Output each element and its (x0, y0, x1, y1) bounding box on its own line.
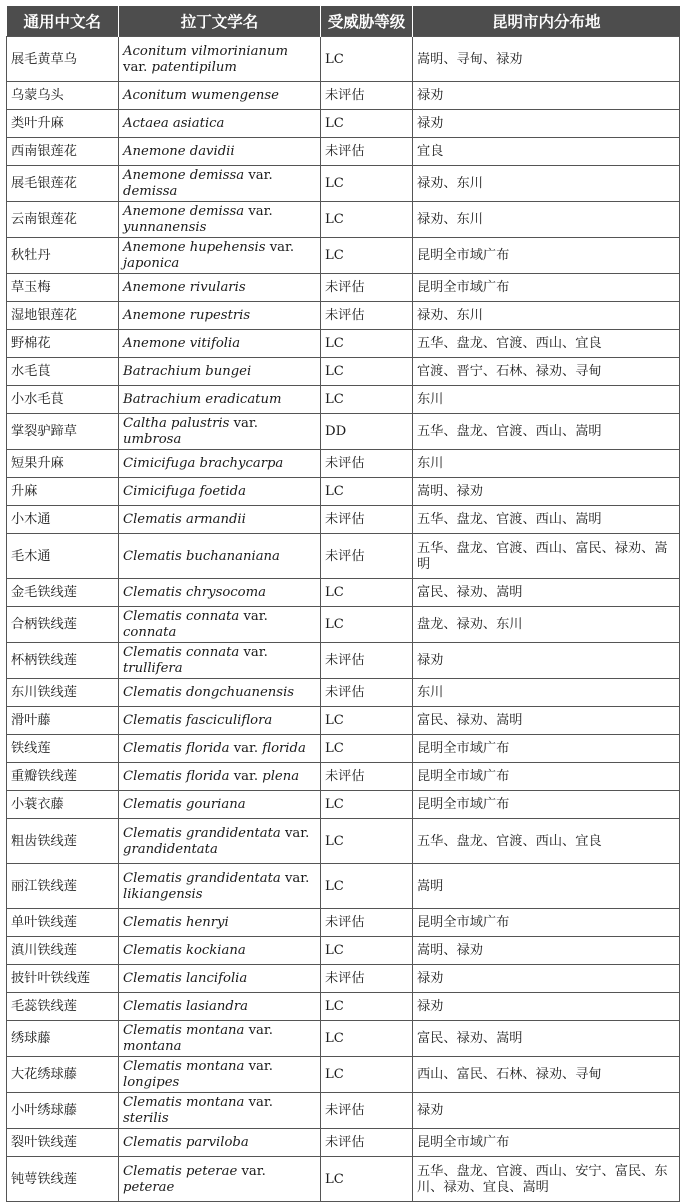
common-name-cell: 小蓑衣藤 (7, 791, 119, 819)
threat-level-cell: LC (321, 110, 413, 138)
rank-abbrev: var. (248, 168, 273, 183)
latin-name-cell (119, 330, 321, 358)
latin-name-part: peterae (123, 1179, 175, 1195)
table-row (7, 166, 680, 202)
distribution-cell: 禄劝、东川 (413, 302, 680, 330)
table-row (7, 302, 680, 330)
latin-name-part: Cimicifuga foetida (123, 484, 246, 499)
threat-level-cell: LC (321, 993, 413, 1021)
latin-name-part: Clematis connata (123, 609, 244, 624)
latin-name-part: umbrosa (123, 432, 182, 447)
rank-abbrev: var. (243, 609, 268, 624)
distribution-cell: 东川 (413, 679, 680, 707)
latin-name-part: Clematis buchananiana (123, 548, 280, 564)
latin-name-part: connata (123, 625, 177, 640)
latin-name-part: Clematis peterae (123, 1163, 242, 1179)
rank-abbrev: var. (248, 1059, 273, 1074)
threat-level-cell: LC (321, 707, 413, 735)
common-name-cell: 披针叶铁线莲 (7, 965, 119, 993)
distribution-cell: 富民、禄劝、嵩明 (413, 707, 680, 735)
table-row (7, 579, 680, 607)
threat-level-cell: 未评估 (321, 274, 413, 302)
common-name-cell: 类叶升麻 (7, 110, 119, 138)
table-row (7, 679, 680, 707)
latin-name-part: likiangensis (123, 886, 203, 902)
latin-name-part: trullifera (123, 661, 183, 676)
rank-abbrev: var. (243, 645, 268, 660)
distribution-cell: 五华、盘龙、官渡、西山、宜良 (413, 819, 680, 864)
latin-name-part: plena (258, 769, 300, 784)
latin-name-cell (119, 37, 321, 82)
latin-name-cell (119, 1021, 321, 1057)
distribution-cell: 禄劝 (413, 965, 680, 993)
threat-level-cell: 未评估 (321, 450, 413, 478)
latin-name-cell (119, 138, 321, 166)
table-row (7, 607, 680, 643)
latin-name-cell (119, 274, 321, 302)
latin-name-cell (119, 478, 321, 506)
latin-name-part: Clematis armandii (123, 512, 246, 527)
distribution-cell: 昆明全市域广布 (413, 274, 680, 302)
latin-name-cell (119, 1129, 321, 1157)
latin-name-part: Clematis montana (123, 1023, 249, 1038)
distribution-cell: 五华、盘龙、官渡、西山、安宁、富民、东川、禄劝、宜良、嵩明 (413, 1157, 680, 1202)
common-name-cell: 毛蕊铁线莲 (7, 993, 119, 1021)
rank-abbrev: var. (233, 416, 258, 431)
threat-level-cell: LC (321, 358, 413, 386)
common-name-cell: 野棉花 (7, 330, 119, 358)
threat-level-cell: LC (321, 238, 413, 274)
table-row (7, 110, 680, 138)
latin-name-cell (119, 534, 321, 579)
threat-level-cell: LC (321, 607, 413, 643)
table-row (7, 386, 680, 414)
common-name-cell: 单叶铁线莲 (7, 909, 119, 937)
latin-name-part: Clematis montana (123, 1059, 249, 1074)
latin-name-part: Clematis parviloba (123, 1135, 249, 1150)
distribution-cell: 宜良 (413, 138, 680, 166)
table-row (7, 937, 680, 965)
distribution-cell: 禄劝 (413, 643, 680, 679)
latin-name-part: japonica (123, 256, 180, 271)
common-name-cell: 小水毛茛 (7, 386, 119, 414)
latin-name-cell (119, 579, 321, 607)
table-row (7, 330, 680, 358)
latin-name-cell (119, 302, 321, 330)
distribution-cell: 禄劝、东川 (413, 202, 680, 238)
rank-abbrev: var. (284, 870, 310, 886)
latin-name-part: Clematis chrysocoma (123, 585, 266, 600)
latin-name-part: Clematis dongchuanensis (123, 685, 295, 700)
common-name-cell: 滇川铁线莲 (7, 937, 119, 965)
common-name-cell: 小木通 (7, 506, 119, 534)
latin-name-part: Clematis lancifolia (123, 971, 248, 986)
latin-name-cell (119, 909, 321, 937)
table-row (7, 864, 680, 909)
common-name-cell: 湿地银莲花 (7, 302, 119, 330)
common-name-cell: 钝萼铁线莲 (7, 1157, 119, 1202)
table-row (7, 1093, 680, 1129)
threat-level-cell: 未评估 (321, 643, 413, 679)
header-distribution: 昆明市内分布地 (413, 6, 680, 37)
threat-level-cell: LC (321, 330, 413, 358)
latin-name-part: Clematis connata (123, 645, 244, 660)
latin-name-part: Clematis florida (123, 741, 234, 756)
rank-abbrev: var. (284, 825, 310, 841)
common-name-cell: 重瓣铁线莲 (7, 763, 119, 791)
distribution-cell: 西山、富民、石林、禄劝、寻甸 (413, 1057, 680, 1093)
header-latin-name: 拉丁文学名 (119, 6, 321, 37)
common-name-cell: 乌蒙乌头 (7, 82, 119, 110)
distribution-cell: 昆明全市域广布 (413, 763, 680, 791)
latin-name-part: Clematis fasciculiflora (123, 713, 273, 728)
distribution-cell: 禄劝 (413, 110, 680, 138)
latin-name-cell (119, 1157, 321, 1202)
latin-name-cell (119, 679, 321, 707)
latin-name-part: montana (123, 1039, 182, 1054)
latin-name-part: florida (258, 741, 306, 756)
latin-name-cell (119, 965, 321, 993)
latin-name-part: Batrachium eradicatum (123, 392, 282, 407)
common-name-cell: 水毛茛 (7, 358, 119, 386)
table-body (7, 37, 680, 1202)
latin-name-cell (119, 414, 321, 450)
distribution-cell: 禄劝、东川 (413, 166, 680, 202)
threat-level-cell: LC (321, 819, 413, 864)
common-name-cell: 秋牡丹 (7, 238, 119, 274)
distribution-cell: 昆明全市域广布 (413, 909, 680, 937)
table-row (7, 791, 680, 819)
latin-name-part: Clematis kockiana (123, 943, 246, 958)
latin-name-cell (119, 791, 321, 819)
rank-abbrev: var. (269, 240, 295, 255)
threat-level-cell: DD (321, 414, 413, 450)
distribution-cell: 盘龙、禄劝、东川 (413, 607, 680, 643)
threat-level-cell: 未评估 (321, 82, 413, 110)
table-row (7, 506, 680, 534)
common-name-cell: 粗齿铁线莲 (7, 819, 119, 864)
latin-name-cell (119, 238, 321, 274)
latin-name-part: Clematis lasiandra (123, 999, 248, 1014)
latin-name-part: Cimicifuga brachycarpa (123, 456, 284, 471)
table-row (7, 1157, 680, 1202)
latin-name-part: Caltha palustris (123, 416, 234, 431)
table-row (7, 478, 680, 506)
threat-level-cell: LC (321, 1057, 413, 1093)
latin-name-cell (119, 864, 321, 909)
latin-name-part: Clematis grandidentata (123, 870, 285, 886)
distribution-cell: 昆明全市域广布 (413, 1129, 680, 1157)
distribution-cell: 禄劝 (413, 82, 680, 110)
latin-name-cell (119, 763, 321, 791)
header-threat-level: 受威胁等级 (321, 6, 413, 37)
common-name-cell: 掌裂驴蹄草 (7, 414, 119, 450)
latin-name-part: Anemone davidii (123, 144, 235, 159)
common-name-cell: 丽江铁线莲 (7, 864, 119, 909)
latin-name-part: Anemone rivularis (123, 280, 246, 295)
threat-level-cell: 未评估 (321, 763, 413, 791)
distribution-cell: 官渡、晋宁、石林、禄劝、寻甸 (413, 358, 680, 386)
threat-level-cell: 未评估 (321, 302, 413, 330)
table-row (7, 414, 680, 450)
table-row (7, 1057, 680, 1093)
common-name-cell: 绣球藤 (7, 1021, 119, 1057)
table-row (7, 643, 680, 679)
distribution-cell: 嵩明、禄劝 (413, 478, 680, 506)
latin-name-part: grandidentata (123, 841, 218, 857)
common-name-cell: 铁线莲 (7, 735, 119, 763)
threat-level-cell: 未评估 (321, 506, 413, 534)
latin-name-part: Anemone hupehensis (123, 240, 270, 255)
latin-name-part: Actaea asiatica (123, 116, 225, 131)
common-name-cell: 云南银莲花 (7, 202, 119, 238)
rank-abbrev: var. (233, 741, 259, 756)
common-name-cell: 小叶绣球藤 (7, 1093, 119, 1129)
latin-name-cell (119, 386, 321, 414)
threat-level-cell: 未评估 (321, 965, 413, 993)
distribution-cell: 五华、盘龙、官渡、西山、嵩明 (413, 506, 680, 534)
common-name-cell: 大花绣球藤 (7, 1057, 119, 1093)
table-row (7, 202, 680, 238)
latin-name-cell (119, 1057, 321, 1093)
latin-name-cell (119, 110, 321, 138)
distribution-cell: 东川 (413, 450, 680, 478)
latin-name-cell (119, 450, 321, 478)
distribution-cell: 禄劝 (413, 993, 680, 1021)
latin-name-cell (119, 506, 321, 534)
latin-name-part: Batrachium bungei (123, 364, 252, 379)
distribution-cell: 东川 (413, 386, 680, 414)
common-name-cell: 西南银莲花 (7, 138, 119, 166)
latin-name-part: Clematis henryi (123, 915, 229, 930)
threat-level-cell: 未评估 (321, 679, 413, 707)
table-row (7, 358, 680, 386)
latin-name-cell (119, 1093, 321, 1129)
latin-name-part: Clematis montana (123, 1095, 249, 1110)
table-row (7, 993, 680, 1021)
table-row (7, 763, 680, 791)
common-name-cell: 裂叶铁线莲 (7, 1129, 119, 1157)
rank-abbrev: var. (241, 1163, 266, 1179)
latin-name-cell (119, 202, 321, 238)
threat-level-cell: 未评估 (321, 1093, 413, 1129)
distribution-cell: 禄劝 (413, 1093, 680, 1129)
latin-name-part: Anemone vitifolia (123, 336, 241, 351)
latin-name-cell (119, 819, 321, 864)
threat-level-cell: LC (321, 579, 413, 607)
rank-abbrev: var. (248, 204, 273, 219)
threat-level-cell: 未评估 (321, 1129, 413, 1157)
latin-name-part: Anemone demissa (123, 168, 249, 183)
table-row (7, 965, 680, 993)
table-row (7, 819, 680, 864)
threat-level-cell: LC (321, 864, 413, 909)
distribution-cell: 嵩明、寻甸、禄劝 (413, 37, 680, 82)
common-name-cell: 草玉梅 (7, 274, 119, 302)
distribution-cell: 五华、盘龙、官渡、西山、富民、禄劝、嵩明 (413, 534, 680, 579)
latin-name-part: Clematis gouriana (123, 797, 246, 812)
latin-name-part: demissa (123, 184, 178, 199)
table-row (7, 1129, 680, 1157)
table-row (7, 37, 680, 82)
common-name-cell: 毛木通 (7, 534, 119, 579)
latin-name-part: sterilis (123, 1111, 169, 1126)
rank-abbrev: var. (123, 59, 148, 75)
threat-level-cell: LC (321, 1021, 413, 1057)
distribution-cell: 昆明全市域广布 (413, 735, 680, 763)
table-row (7, 534, 680, 579)
header-common-name: 通用中文名 (7, 6, 119, 37)
rank-abbrev: var. (233, 769, 259, 784)
distribution-cell: 昆明全市域广布 (413, 791, 680, 819)
threat-level-cell: LC (321, 735, 413, 763)
latin-name-part: Anemone demissa (123, 204, 249, 219)
common-name-cell: 杯柄铁线莲 (7, 643, 119, 679)
table-row (7, 450, 680, 478)
threat-level-cell: 未评估 (321, 534, 413, 579)
table-row (7, 82, 680, 110)
table-row (7, 735, 680, 763)
common-name-cell: 滑叶藤 (7, 707, 119, 735)
latin-name-part: Aconitum wumengense (123, 88, 279, 103)
latin-name-cell (119, 735, 321, 763)
distribution-cell: 嵩明 (413, 864, 680, 909)
latin-name-part: longipes (123, 1075, 180, 1090)
threat-level-cell: LC (321, 386, 413, 414)
species-table (6, 6, 680, 1202)
latin-name-cell (119, 993, 321, 1021)
distribution-cell: 富民、禄劝、嵩明 (413, 1021, 680, 1057)
threat-level-cell: 未评估 (321, 909, 413, 937)
latin-name-cell (119, 166, 321, 202)
header-row (7, 6, 680, 37)
common-name-cell: 短果升麻 (7, 450, 119, 478)
threat-level-cell: LC (321, 791, 413, 819)
distribution-cell: 嵩明、禄劝 (413, 937, 680, 965)
latin-name-part: Anemone rupestris (123, 308, 251, 323)
latin-name-cell (119, 82, 321, 110)
threat-level-cell: LC (321, 37, 413, 82)
threat-level-cell: LC (321, 166, 413, 202)
table-row (7, 707, 680, 735)
common-name-cell: 升麻 (7, 478, 119, 506)
latin-name-part: Clematis florida (123, 769, 234, 784)
threat-level-cell: 未评估 (321, 138, 413, 166)
threat-level-cell: LC (321, 202, 413, 238)
table-row (7, 138, 680, 166)
table-row (7, 909, 680, 937)
distribution-cell: 五华、盘龙、官渡、西山、嵩明 (413, 414, 680, 450)
latin-name-cell (119, 937, 321, 965)
common-name-cell: 合柄铁线莲 (7, 607, 119, 643)
common-name-cell: 展毛银莲花 (7, 166, 119, 202)
latin-name-part: yunnanensis (123, 220, 207, 235)
rank-abbrev: var. (248, 1095, 273, 1110)
latin-name-part: Aconitum vilmorinianum (123, 43, 288, 59)
latin-name-cell (119, 707, 321, 735)
threat-level-cell: LC (321, 937, 413, 965)
distribution-cell: 富民、禄劝、嵩明 (413, 579, 680, 607)
common-name-cell: 展毛黄草乌 (7, 37, 119, 82)
common-name-cell: 东川铁线莲 (7, 679, 119, 707)
table-row (7, 274, 680, 302)
table-row (7, 238, 680, 274)
latin-name-cell (119, 607, 321, 643)
latin-name-part: patentipilum (147, 59, 237, 75)
threat-level-cell: LC (321, 478, 413, 506)
distribution-cell: 昆明全市域广布 (413, 238, 680, 274)
table-row (7, 1021, 680, 1057)
threat-level-cell: LC (321, 1157, 413, 1202)
latin-name-cell (119, 358, 321, 386)
common-name-cell: 金毛铁线莲 (7, 579, 119, 607)
distribution-cell: 五华、盘龙、官渡、西山、宜良 (413, 330, 680, 358)
rank-abbrev: var. (248, 1023, 273, 1038)
latin-name-part: Clematis grandidentata (123, 825, 285, 841)
latin-name-cell (119, 643, 321, 679)
